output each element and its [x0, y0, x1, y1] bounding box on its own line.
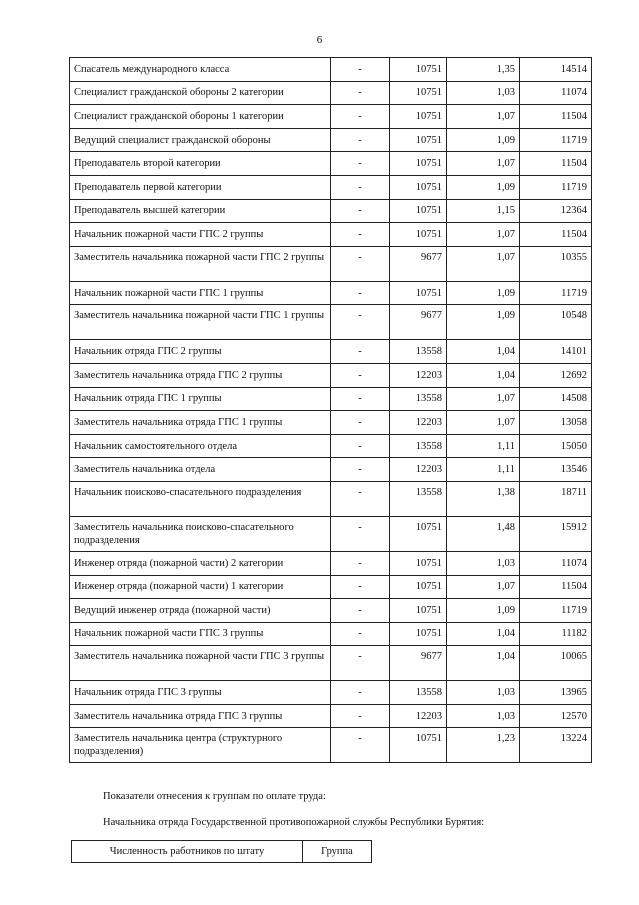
- base-salary-cell: 13558: [390, 340, 447, 364]
- position-cell: Инженер отряда (пожарной части) 2 категории: [70, 551, 331, 575]
- position-cell: Заместитель начальника отдела: [70, 458, 331, 482]
- dash-cell: -: [331, 175, 390, 199]
- base-salary-cell: 9677: [390, 305, 447, 340]
- base-salary-cell: 10751: [390, 81, 447, 105]
- table-row: [70, 516, 592, 551]
- base-salary-cell: 12203: [390, 704, 447, 728]
- dash-cell: -: [331, 411, 390, 435]
- position-cell: Начальник пожарной части ГПС 1 группы: [70, 281, 331, 305]
- base-salary-cell: 13558: [390, 434, 447, 458]
- salary-cell: 10355: [520, 246, 592, 281]
- coefficient-cell: 1,04: [447, 340, 520, 364]
- dash-cell: -: [331, 622, 390, 646]
- dash-cell: -: [331, 387, 390, 411]
- page-number: 6: [316, 34, 323, 46]
- table-row: [70, 704, 592, 728]
- coefficient-cell: 1,04: [447, 363, 520, 387]
- dash-cell: -: [331, 58, 390, 82]
- position-cell: Заместитель начальника поисково-спасательного подразделения: [70, 516, 331, 551]
- base-salary-cell: 10751: [390, 223, 447, 247]
- table-row: [70, 305, 592, 340]
- coefficient-cell: 1,03: [447, 704, 520, 728]
- base-salary-cell: 10751: [390, 58, 447, 82]
- dash-cell: -: [331, 599, 390, 623]
- base-salary-cell: 9677: [390, 246, 447, 281]
- dash-cell: -: [331, 105, 390, 129]
- table-row: [70, 363, 592, 387]
- coefficient-cell: 1,03: [447, 81, 520, 105]
- table-row: [70, 622, 592, 646]
- base-salary-cell: 10751: [390, 728, 447, 763]
- table-row: [70, 551, 592, 575]
- position-cell: Заместитель начальника пожарной части ГПС 3 группы: [70, 646, 331, 681]
- salary-cell: 10548: [520, 305, 592, 340]
- table-row: [70, 481, 592, 516]
- coefficient-cell: 1,09: [447, 281, 520, 305]
- salary-cell: 11719: [520, 175, 592, 199]
- coefficient-cell: 1,03: [447, 551, 520, 575]
- group-header: Группа: [303, 841, 372, 863]
- position-cell: Специалист гражданской обороны 1 категории: [70, 105, 331, 129]
- table-row: [70, 575, 592, 599]
- position-cell: Ведущий инженер отряда (пожарной части): [70, 599, 331, 623]
- table-row: [70, 152, 592, 176]
- coefficient-cell: 1,03: [447, 681, 520, 705]
- coefficient-cell: 1,07: [447, 152, 520, 176]
- salary-cell: 13058: [520, 411, 592, 435]
- position-cell: Начальник пожарной части ГПС 3 группы: [70, 622, 331, 646]
- coefficient-cell: 1,07: [447, 105, 520, 129]
- base-salary-cell: 10751: [390, 516, 447, 551]
- salary-cell: 11074: [520, 551, 592, 575]
- salary-cell: 11504: [520, 575, 592, 599]
- base-salary-cell: 12203: [390, 363, 447, 387]
- base-salary-cell: 10751: [390, 551, 447, 575]
- table-row: [70, 81, 592, 105]
- coefficient-cell: 1,11: [447, 458, 520, 482]
- base-salary-cell: 10751: [390, 152, 447, 176]
- salary-cell: 18711: [520, 481, 592, 516]
- salary-cell: 11504: [520, 152, 592, 176]
- salary-cell: 14508: [520, 387, 592, 411]
- base-salary-cell: 9677: [390, 646, 447, 681]
- table-row: [70, 458, 592, 482]
- salary-cell: 13224: [520, 728, 592, 763]
- position-cell: Начальник пожарной части ГПС 2 группы: [70, 223, 331, 247]
- coefficient-cell: 1,09: [447, 305, 520, 340]
- dash-cell: -: [331, 305, 390, 340]
- salary-cell: 11719: [520, 128, 592, 152]
- coefficient-cell: 1,35: [447, 58, 520, 82]
- base-salary-cell: 10751: [390, 105, 447, 129]
- table-row: [70, 646, 592, 681]
- table-row: [70, 681, 592, 705]
- position-cell: Начальник отряда ГПС 1 группы: [70, 387, 331, 411]
- dash-cell: -: [331, 199, 390, 223]
- coefficient-cell: 1,04: [447, 646, 520, 681]
- dash-cell: -: [331, 246, 390, 281]
- table-row: [70, 175, 592, 199]
- base-salary-cell: 12203: [390, 411, 447, 435]
- salary-cell: 11719: [520, 599, 592, 623]
- dash-cell: -: [331, 551, 390, 575]
- dash-cell: -: [331, 646, 390, 681]
- position-cell: Инженер отряда (пожарной части) 1 категории: [70, 575, 331, 599]
- base-salary-cell: 10751: [390, 175, 447, 199]
- base-salary-cell: 12203: [390, 458, 447, 482]
- base-salary-cell: 10751: [390, 575, 447, 599]
- position-cell: Ведущий специалист гражданской обороны: [70, 128, 331, 152]
- salary-cell: 15050: [520, 434, 592, 458]
- salary-cell: 11719: [520, 281, 592, 305]
- position-cell: Начальник самостоятельного отдела: [70, 434, 331, 458]
- table-row: [70, 199, 592, 223]
- position-cell: Преподаватель первой категории: [70, 175, 331, 199]
- group-table-header-row: [72, 841, 372, 863]
- position-cell: Начальник отряда ГПС 2 группы: [70, 340, 331, 364]
- position-cell: Начальник отряда ГПС 3 группы: [70, 681, 331, 705]
- coefficient-cell: 1,09: [447, 599, 520, 623]
- dash-cell: -: [331, 516, 390, 551]
- salary-cell: 11074: [520, 81, 592, 105]
- coefficient-cell: 1,15: [447, 199, 520, 223]
- dash-cell: -: [331, 223, 390, 247]
- table-row: [70, 128, 592, 152]
- position-cell: Заместитель начальника центра (структурного подразделения): [70, 728, 331, 763]
- coefficient-cell: 1,07: [447, 411, 520, 435]
- salary-cell: 12364: [520, 199, 592, 223]
- table-row: [70, 58, 592, 82]
- dash-cell: -: [331, 152, 390, 176]
- salary-cell: 10065: [520, 646, 592, 681]
- base-salary-cell: 10751: [390, 622, 447, 646]
- base-salary-cell: 13558: [390, 387, 447, 411]
- position-cell: Начальник поисково-спасательного подразделения: [70, 481, 331, 516]
- dash-cell: -: [331, 458, 390, 482]
- position-cell: Заместитель начальника отряда ГПС 3 группы: [70, 704, 331, 728]
- table-row: [70, 105, 592, 129]
- dash-cell: -: [331, 340, 390, 364]
- salary-cell: 14514: [520, 58, 592, 82]
- table-row: [70, 411, 592, 435]
- dash-cell: -: [331, 363, 390, 387]
- salary-cell: 13546: [520, 458, 592, 482]
- position-cell: Преподаватель высшей категории: [70, 199, 331, 223]
- dash-cell: -: [331, 81, 390, 105]
- table-row: [70, 340, 592, 364]
- staff-count-header: Численность работников по штату: [72, 841, 303, 863]
- coefficient-cell: 1,11: [447, 434, 520, 458]
- table-row: [70, 599, 592, 623]
- base-salary-cell: 10751: [390, 128, 447, 152]
- base-salary-cell: 13558: [390, 481, 447, 516]
- dash-cell: -: [331, 704, 390, 728]
- table-row: [70, 387, 592, 411]
- coefficient-cell: 1,38: [447, 481, 520, 516]
- salary-cell: 11504: [520, 223, 592, 247]
- position-cell: Преподаватель второй категории: [70, 152, 331, 176]
- salary-cell: 14101: [520, 340, 592, 364]
- coefficient-cell: 1,23: [447, 728, 520, 763]
- coefficient-cell: 1,09: [447, 175, 520, 199]
- coefficient-cell: 1,04: [447, 622, 520, 646]
- coefficient-cell: 1,48: [447, 516, 520, 551]
- coefficient-cell: 1,09: [447, 128, 520, 152]
- position-cell: Заместитель начальника пожарной части ГПС 1 группы: [70, 305, 331, 340]
- salary-cell: 15912: [520, 516, 592, 551]
- base-salary-cell: 10751: [390, 199, 447, 223]
- salary-cell: 12692: [520, 363, 592, 387]
- dash-cell: -: [331, 281, 390, 305]
- dash-cell: -: [331, 481, 390, 516]
- coefficient-cell: 1,07: [447, 575, 520, 599]
- table-row: [70, 223, 592, 247]
- coefficient-cell: 1,07: [447, 223, 520, 247]
- coefficient-cell: 1,07: [447, 387, 520, 411]
- coefficient-cell: 1,07: [447, 246, 520, 281]
- salary-cell: 11182: [520, 622, 592, 646]
- dash-cell: -: [331, 681, 390, 705]
- group-table: [71, 840, 372, 863]
- salary-table-body: [70, 58, 592, 763]
- salary-cell: 13965: [520, 681, 592, 705]
- position-cell: Специалист гражданской обороны 2 категории: [70, 81, 331, 105]
- base-salary-cell: 13558: [390, 681, 447, 705]
- table-row: [70, 728, 592, 763]
- fire-service-head-heading: Начальника отряда Государственной противопожарной службы Республики Бурятия:: [103, 817, 485, 828]
- position-cell: Спасатель международного класса: [70, 58, 331, 82]
- table-row: [70, 434, 592, 458]
- dash-cell: -: [331, 434, 390, 458]
- dash-cell: -: [331, 575, 390, 599]
- table-row: [70, 281, 592, 305]
- position-cell: Заместитель начальника пожарной части ГПС 2 группы: [70, 246, 331, 281]
- salary-table: [69, 57, 592, 763]
- table-row: [70, 246, 592, 281]
- position-cell: Заместитель начальника отряда ГПС 2 группы: [70, 363, 331, 387]
- base-salary-cell: 10751: [390, 599, 447, 623]
- position-cell: Заместитель начальника отряда ГПС 1 группы: [70, 411, 331, 435]
- dash-cell: -: [331, 128, 390, 152]
- salary-cell: 11504: [520, 105, 592, 129]
- group-criteria-heading: Показатели отнесения к группам по оплате труда:: [103, 791, 326, 802]
- salary-cell: 12570: [520, 704, 592, 728]
- dash-cell: -: [331, 728, 390, 763]
- base-salary-cell: 10751: [390, 281, 447, 305]
